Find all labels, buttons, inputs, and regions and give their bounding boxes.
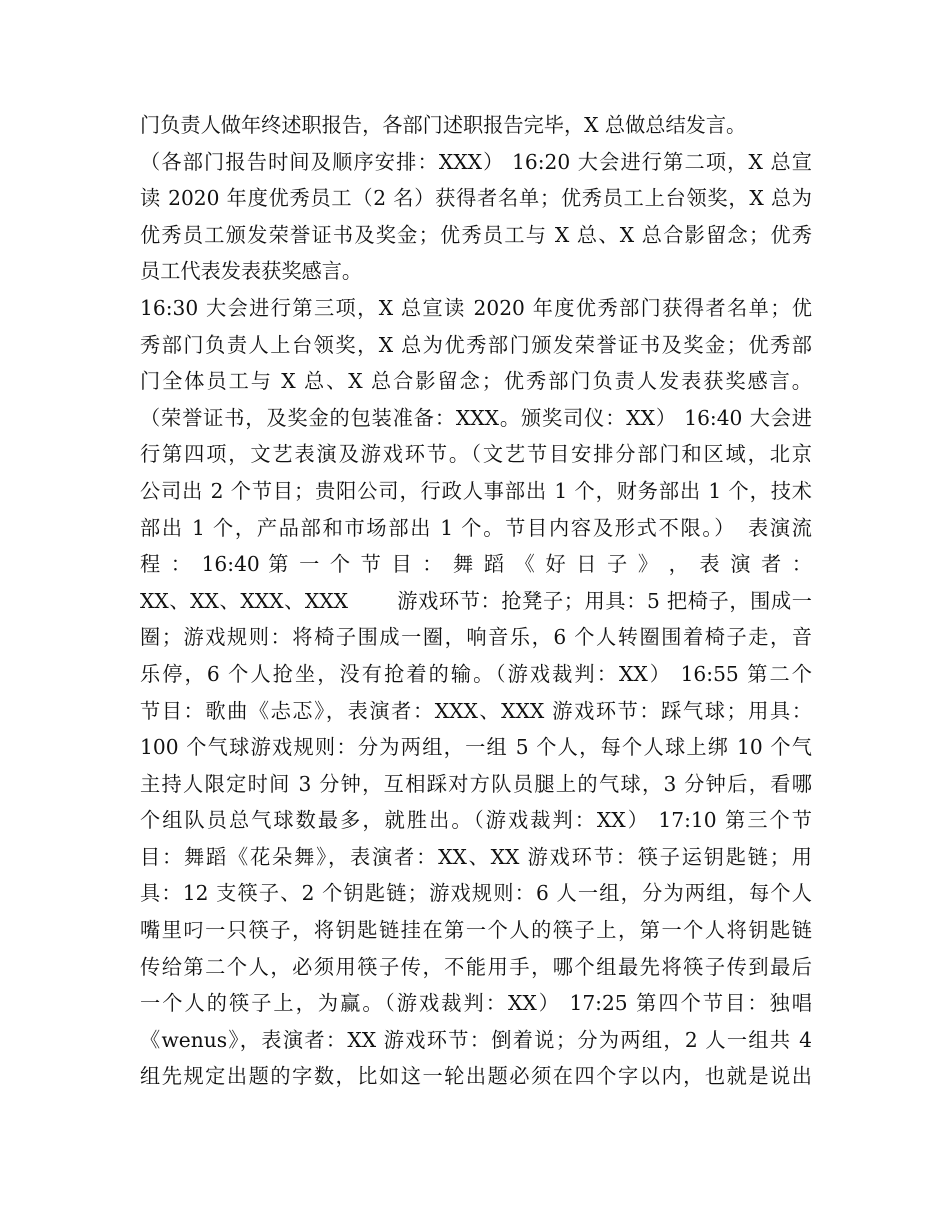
text-line: 主持人限定时间 3 分钟，互相踩对方队员腿上的气球，3 分钟后，看哪 — [140, 771, 812, 796]
text-line: XX、XX、XXX、XXX 游戏环节：抢凳子；用具：5 把椅子，围成一 — [140, 588, 812, 613]
text-line: 门负责人做年终述职报告，各部门述职报告完毕，X 总做总结发言。 — [140, 113, 747, 137]
body-text — [140, 107, 812, 1095]
text-line: 目：舞蹈《花朵舞》，表演者：XX、XX 游戏环节：筷子运钥匙链；用 — [140, 844, 812, 869]
text-line: 读 2020 年度优秀员工（2 名）获得者名单；优秀员工上台领奖，X 总为 — [140, 186, 812, 211]
text-line: 《wenus》，表演者：XX 游戏环节：倒着说；分为两组，2 人一组共 4 — [140, 1027, 812, 1052]
text-line: 传给第二个人，必须用筷子传，不能用手，哪个组最先将筷子传到最后 — [140, 954, 812, 979]
text-line: 秀部门负责人上台领奖，X 总为优秀部门颁发荣誉证书及奖金；优秀部 — [140, 332, 812, 357]
text-line: 节目：歌曲《忐忑》，表演者：XXX、XXX 游戏环节：踩气球；用具： — [140, 698, 812, 723]
text-line: 具：12 支筷子、2 个钥匙链；游戏规则：6 人一组，分为两组，每个人 — [140, 881, 812, 906]
text-line: （各部门报告时间及顺序安排：XXX） 16:20 大会进行第二项，X 总宣 — [140, 149, 812, 174]
text-line: 一个人的筷子上，为赢。（游戏裁判：XX） 17:25 第四个节目：独唱 — [140, 991, 812, 1016]
text-line: 乐停，6 个人抢坐，没有抢着的输。（游戏裁判：XX） 16:55 第二个 — [140, 661, 812, 686]
text-line: （荣誉证书，及奖金的包装准备：XXX。颁奖司仪：XX） 16:40 大会进 — [140, 405, 812, 430]
text-line: 嘴里叼一只筷子，将钥匙链挂在第一个人的筷子上，第一个人将钥匙链 — [140, 918, 812, 943]
text-line: 门全体员工与 X 总、X 总合影留念；优秀部门负责人发表获奖感言。 — [140, 369, 812, 394]
text-line: 100 个气球游戏规则：分为两组，一组 5 个人，每个人球上绑 10 个气 — [140, 735, 812, 760]
text-line: 个组队员总气球数最多，就胜出。（游戏裁判：XX） 17:10 第三个节 — [140, 808, 812, 833]
text-line: 圈；游戏规则：将椅子围成一圈，响音乐，6 个人转圈围着椅子走，音 — [140, 625, 812, 650]
text-line: 优秀员工颁发荣誉证书及奖金；优秀员工与 X 总、X 总合影留念；优秀 — [140, 222, 812, 247]
text-line: 组先规定出题的字数，比如这一轮出题必须在四个字以内，也就是说出 — [140, 1064, 812, 1089]
text-line: 程 ： 16:40 第 一 个 节 目 ： 舞 蹈 《 好 日 子 》 ， 表 演 者 ： — [140, 552, 812, 577]
text-line: 部出 1 个，产品部和市场部出 1 个。节目内容及形式不限。） 表演流 — [140, 515, 812, 540]
text-line: 员工代表发表获奖感言。 — [140, 259, 363, 284]
text-line: 行第四项，文艺表演及游戏环节。（文艺节目安排分部门和区域，北京 — [140, 442, 812, 467]
text-line: 公司出 2 个节目；贵阳公司，行政人事部出 1 个，财务部出 1 个，技术 — [140, 478, 812, 503]
text-line: 16:30 大会进行第三项，X 总宣读 2020 年度优秀部门获得者名单；优 — [140, 295, 812, 320]
